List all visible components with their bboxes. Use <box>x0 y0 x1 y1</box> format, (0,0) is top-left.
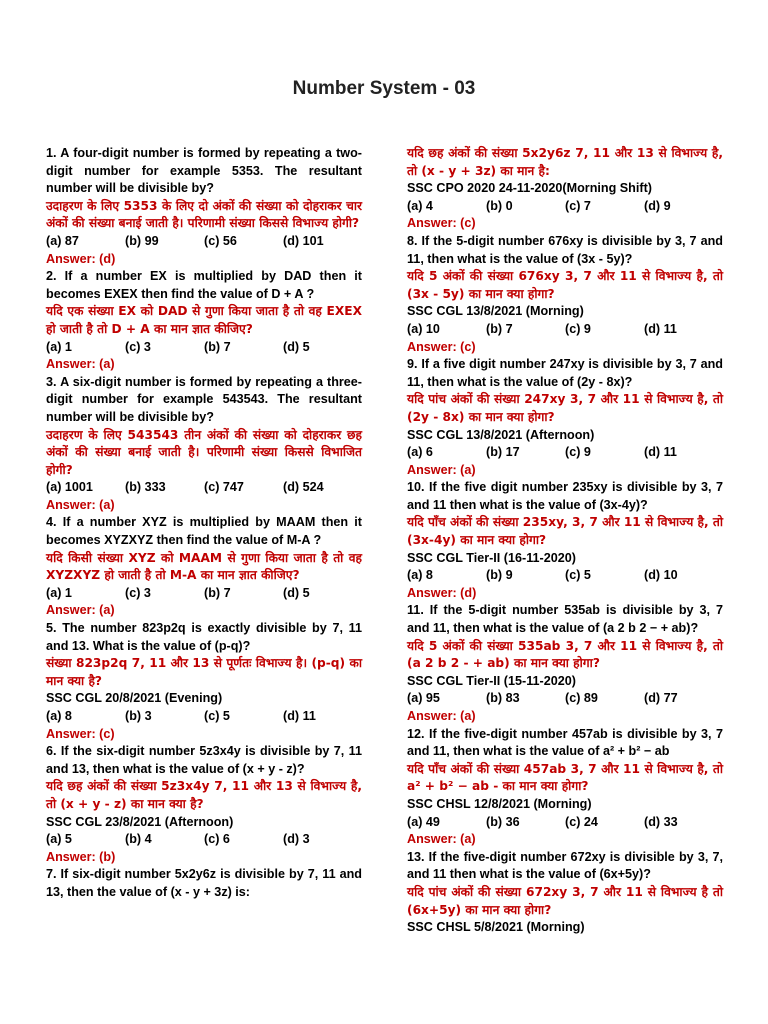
question-english: 13. If the five-digit number 672xy is divisible by 3, 7, and 11 then what is the value of (6x+5y)? <box>407 849 723 882</box>
exam-source: SSC CGL 13/8/2021 (Morning) <box>407 304 584 319</box>
question-hindi: उदाहरण के लिए 5353 के लिए दो अंकों की संख्या को दोहराकर चार अंकों की संख्या बनाई जाती है। परिणामी संख्या किससे विभाज्य होगी? <box>46 198 362 231</box>
question-hindi: यदि 5 अंकों की संख्या 535ab 3, 7 और 11 से विभाज्य है, तो (a 2 b 2 - + ab) का मान क्या होगा? <box>407 638 723 671</box>
option: (a) 87 <box>46 233 79 248</box>
option: (a) 49 <box>407 814 440 829</box>
option: (a) 6 <box>407 445 433 460</box>
option: (b) 7 <box>204 339 231 354</box>
option: (c) 7 <box>565 198 591 213</box>
answer: Answer: (c) <box>407 339 476 354</box>
options-row <box>46 339 362 357</box>
option: (c) 9 <box>565 445 591 460</box>
question-hindi: उदाहरण के लिए 543543 तीन अंकों की संख्या को दोहराकर छह अंकों की संख्या बनाई जाती है। परिणामी संख्या किससे विभाजित होगी? <box>46 427 362 477</box>
option: (a) 8 <box>407 568 433 583</box>
answer: Answer: (c) <box>46 726 115 741</box>
question-hindi: यदि एक संख्या EX को DAD से गुणा किया जाता है तो वह EXEX हो जाती है तो D + A का मान ज्ञात कीजिए? <box>46 304 362 336</box>
question-hindi: संख्या 823p2q 7, 11 और 13 से पूर्णतः विभाज्य है। (p-q) का मान क्या है? <box>46 656 362 688</box>
answer: Answer: (a) <box>407 832 476 847</box>
question-hindi: यदि छह अंकों की संख्या 5x2y6z 7, 11 और 13 से विभाज्य है, तो (x - y + 3z) का मान है: <box>407 146 723 178</box>
option: (c) 3 <box>125 585 151 600</box>
option: (c) 5 <box>565 568 591 583</box>
option: (d) 33 <box>644 814 678 829</box>
question-hindi: यदि पाँच अंकों की संख्या 457ab 3, 7 और 11 से विभाज्य है, तो a² + b² − ab - का मान क्या होगा? <box>407 761 723 794</box>
exam-source: SSC CGL Tier-II (16-11-2020) <box>407 550 576 565</box>
exam-source: SSC CHSL 5/8/2021 (Morning) <box>407 920 585 935</box>
option: (d) 11 <box>644 321 677 336</box>
question-english: 2. If a number EX is multiplied by DAD then it becomes EXEX then find the value of D + A ? <box>46 269 362 301</box>
option: (d) 11 <box>644 445 677 460</box>
option: (c) 89 <box>565 691 598 706</box>
option: (d) 5 <box>283 339 310 354</box>
question-english: 3. A six-digit number is formed by repeating a three-digit number for example 543543. The resultant number will be divisible by? <box>46 374 362 424</box>
answer: Answer: (b) <box>46 849 116 864</box>
option: (b) 4 <box>125 832 152 847</box>
option: (d) 9 <box>644 198 671 213</box>
options-row <box>407 198 723 216</box>
question-english: 11. If the 5-digit number 535ab is divisible by 3, 7 and 11, then what is the value of (a 2 b 2 − + ab)? <box>407 603 723 636</box>
option: (b) 333 <box>125 480 166 495</box>
answer: Answer: (d) <box>407 585 477 600</box>
answer: Answer: (c) <box>407 216 476 231</box>
option: (b) 7 <box>204 585 231 600</box>
option: (d) 3 <box>283 832 310 847</box>
question-hindi: यदि 5 अंकों की संख्या 676xy 3, 7 और 11 से विभाज्य है, तो (3x - 5y) का मान क्या होगा? <box>407 269 723 301</box>
option: (a) 1001 <box>46 480 93 495</box>
exam-source: SSC CGL Tier-II (15-11-2020) <box>407 673 576 688</box>
option: (b) 83 <box>486 691 520 706</box>
option: (c) 6 <box>204 832 230 847</box>
question-english: 5. The number 823p2q is exactly divisible by 7, 11 and 13. What is the value of (p-q)? <box>46 621 362 653</box>
question-hindi: यदि किसी संख्या XYZ को MAAM से गुणा किया जाता है तो वह XYZXYZ हो जाती है तो M-A का मान ज्ञात कीजिए? <box>46 550 362 583</box>
option: (c) 3 <box>125 339 151 354</box>
option: (d) 101 <box>283 233 324 248</box>
question-hindi: यदि पाँच अंकों की संख्या 235xy, 3, 7 और 11 से विभाज्य है, तो (3x-4y) का मान क्या होगा? <box>407 515 723 548</box>
question-english: 10. If the five digit number 235xy is divisible by 3, 7 and 11 then what is the value of (3x-4y)? <box>407 480 723 512</box>
option: (d) 11 <box>283 709 316 723</box>
option: (b) 0 <box>486 198 513 213</box>
option: (a) 4 <box>407 198 433 213</box>
option: (a) 8 <box>46 709 72 723</box>
options-row <box>407 567 723 585</box>
option: (b) 3 <box>125 709 152 723</box>
option: (c) 5 <box>204 709 230 723</box>
option: (b) 7 <box>486 321 513 336</box>
option: (b) 17 <box>486 445 520 460</box>
exam-source: SSC CPO 2020 24-11-2020(Morning Shift) <box>407 181 652 196</box>
options-row <box>46 708 362 726</box>
option: (a) 1 <box>46 339 72 354</box>
answer: Answer: (a) <box>46 603 115 618</box>
question-hindi: यदि छह अंकों की संख्या 5z3x4y 7, 11 और 13 से विभाज्य है, तो (x + y - z) का मान क्या है? <box>46 779 362 811</box>
option: (b) 9 <box>486 568 513 583</box>
option: (a) 10 <box>407 321 440 336</box>
question-english: 12. If the five-digit number 457ab is divisible by 3, 7 and 11, then what is the value of a² + b² − ab <box>407 726 723 759</box>
right-column <box>407 145 723 937</box>
options-row <box>407 444 723 462</box>
options-row <box>407 321 723 339</box>
answer: Answer: (a) <box>407 709 476 723</box>
option: (c) 24 <box>565 814 598 829</box>
options-row <box>407 814 723 832</box>
exam-source: SSC CHSL 12/8/2021 (Morning) <box>407 796 592 811</box>
options-row <box>407 690 723 708</box>
options-row <box>46 233 362 251</box>
left-column <box>46 145 362 902</box>
question-hindi: यदि पांच अंकों की संख्या 672xy 3, 7 और 11 से विभाज्य है तो (6x+5y) का मान क्या होगा? <box>407 884 723 917</box>
option: (b) 99 <box>125 233 159 248</box>
option: (c) 747 <box>204 480 244 495</box>
option: (b) 36 <box>486 814 520 829</box>
option: (a) 95 <box>407 691 440 706</box>
option: (a) 1 <box>46 585 72 600</box>
option: (d) 5 <box>283 585 310 600</box>
options-row <box>46 585 362 603</box>
option: (c) 56 <box>204 233 237 248</box>
option: (c) 9 <box>565 321 591 336</box>
options-row <box>46 479 362 497</box>
exam-source: SSC CGL 20/8/2021 (Evening) <box>46 691 223 706</box>
page-title: Number System - 03 <box>292 78 476 99</box>
question-hindi: यदि पांच अंकों की संख्या 247xy 3, 7 और 11 से विभाज्य है, तो (2y - 8x) का मान क्या होगा? <box>407 392 723 424</box>
option: (a) 5 <box>46 832 72 847</box>
option: (d) 524 <box>283 480 324 495</box>
options-row <box>46 831 362 849</box>
option: (d) 10 <box>644 568 678 583</box>
question-english: 1. A four-digit number is formed by repeating a two-digit number for example 5353. The resultant number will be divisible by? <box>46 146 362 196</box>
question-english: 4. If a number XYZ is multiplied by MAAM then it becomes XYZXYZ then find the value of M-A ? <box>46 515 362 548</box>
exam-source: SSC CGL 23/8/2021 (Afternoon) <box>46 814 234 829</box>
question-english: 8. If the 5-digit number 676xy is divisible by 3, 7 and 11, then what is the value of (3x - 5y)? <box>407 233 723 266</box>
answer: Answer: (a) <box>46 357 115 372</box>
answer: Answer: (a) <box>46 497 115 512</box>
question-english: 7. If six-digit number 5x2y6z is divisible by 7, 11 and 13, then the value of (x - y + 3z) is: <box>46 867 362 899</box>
answer: Answer: (a) <box>407 462 476 477</box>
exam-source: SSC CGL 13/8/2021 (Afternoon) <box>407 427 595 442</box>
answer: Answer: (d) <box>46 251 116 266</box>
option: (d) 77 <box>644 691 678 706</box>
question-english: 6. If the six-digit number 5z3x4y is divisible by 7, 11 and 13, then what is the value of (x + y - z)? <box>46 744 362 776</box>
question-english: 9. If a five digit number 247xy is divisible by 3, 7 and 11, then what is the value of (2y - 8x)? <box>407 357 723 389</box>
